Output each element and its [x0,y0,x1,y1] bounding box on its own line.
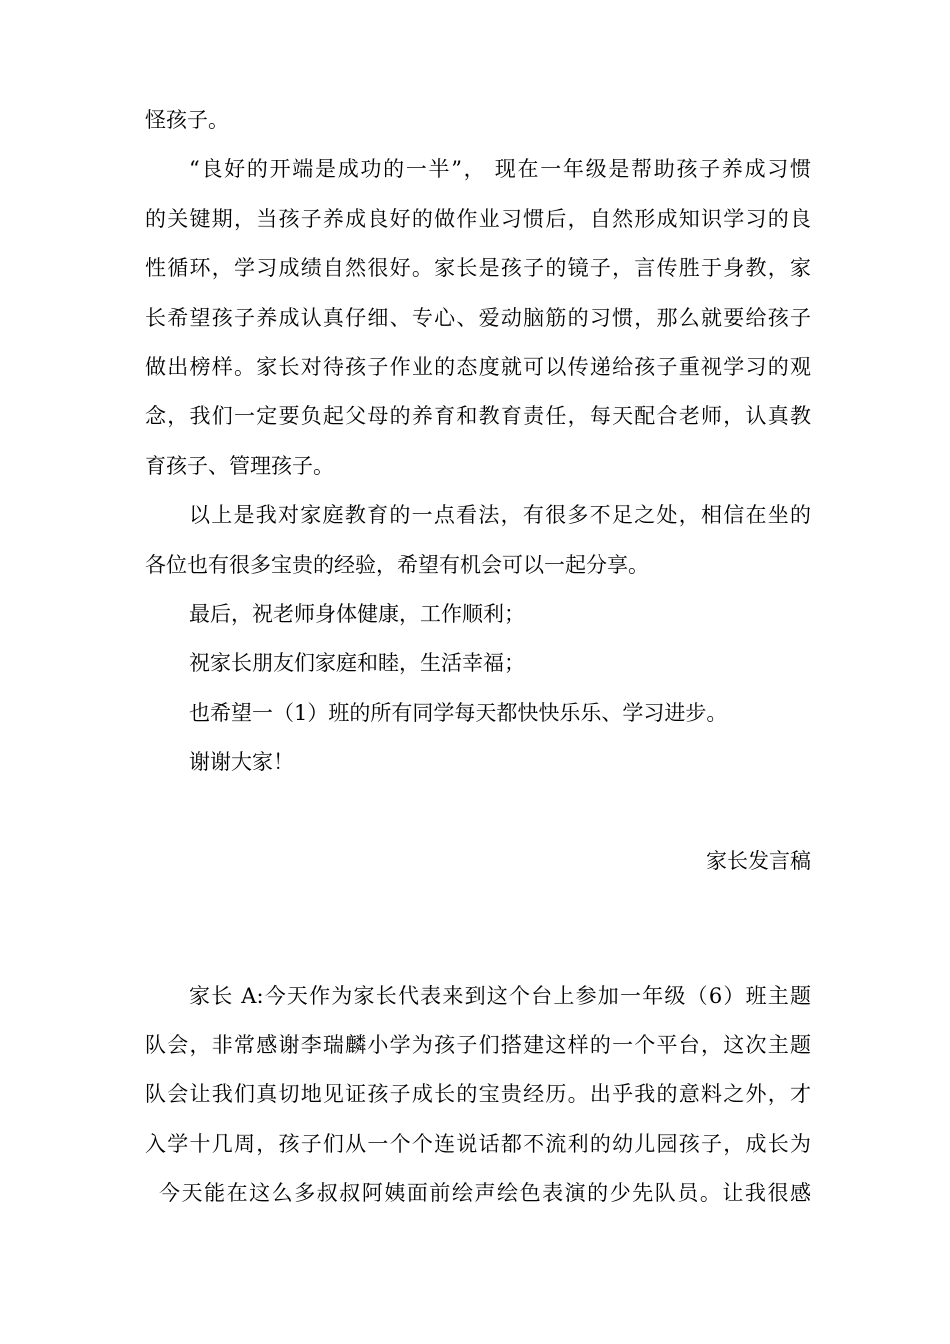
paragraph-line: 以上是我对家庭教育的一点看法，有很多不足之处，相信在坐的 [189,503,811,528]
closing-line: 也希望一（1）班的所有同学每天都快快乐乐、学习进步。 [189,700,728,725]
section-heading: 家长发言稿 [706,848,811,873]
paragraph-line: 的关键期，当孩子养成良好的做作业习惯后，自然形成知识学习的良 [145,206,811,231]
spacer [145,936,811,972]
speech-line: 队会，非常感谢李瑞麟小学为孩子们搭建这样的一个平台，这次主题 [145,1033,811,1058]
paragraph-line: 长希望孩子养成认真仔细、专心、爱动脑筋的习惯，那么就要给孩子 [145,305,811,330]
paragraph-line: 性循环，学习成绩自然很好。家长是孩子的镜子，言传胜于身教，家 [145,256,811,281]
speech-paragraph [145,972,811,1219]
speech-line: 入学十几周，孩子们从一个个连说话都不流利的幼儿园孩子，成长为 [145,1131,811,1156]
speech-line: 今天能在这么多叔叔阿姨面前绘声绘色表演的少先队员。让我很感 [159,1181,811,1206]
paragraph-line: 育孩子、管理孩子。 [145,453,334,478]
paragraph-habit [145,145,811,491]
paragraph-line: “良好的开端是成功的一半”， 现在一年级是帮助孩子养成习惯 [189,157,811,182]
spacer [145,787,811,836]
continuation-line: 怪孩子。 [145,108,229,132]
closing-wishes [145,590,811,788]
paragraph-line: 各位也有很多宝贵的经验，希望有机会可以一起分享。 [145,552,649,577]
speech-line: 家长 A:今天作为家长代表来到这个台上参加一年级（6）班主题 [189,983,811,1008]
speech-line: 队会让我们真切地见证孩子成长的宝贵经历。出乎我的意料之外，才 [145,1082,811,1107]
paragraph-line: 念，我们一定要负起父母的养育和教育责任，每天配合老师，认真教 [145,404,811,429]
spacer [145,886,811,935]
closing-line: 祝家长朋友们家庭和睦，生活幸福； [189,651,525,676]
closing-line: 最后，祝老师身体健康，工作顺利； [189,601,525,626]
paragraph-summary [145,491,811,590]
document-page [145,96,811,1219]
paragraph-line: 做出榜样。家长对待孩子作业的态度就可以传递给孩子重视学习的观 [145,354,811,379]
closing-line: 谢谢大家！ [189,750,294,775]
